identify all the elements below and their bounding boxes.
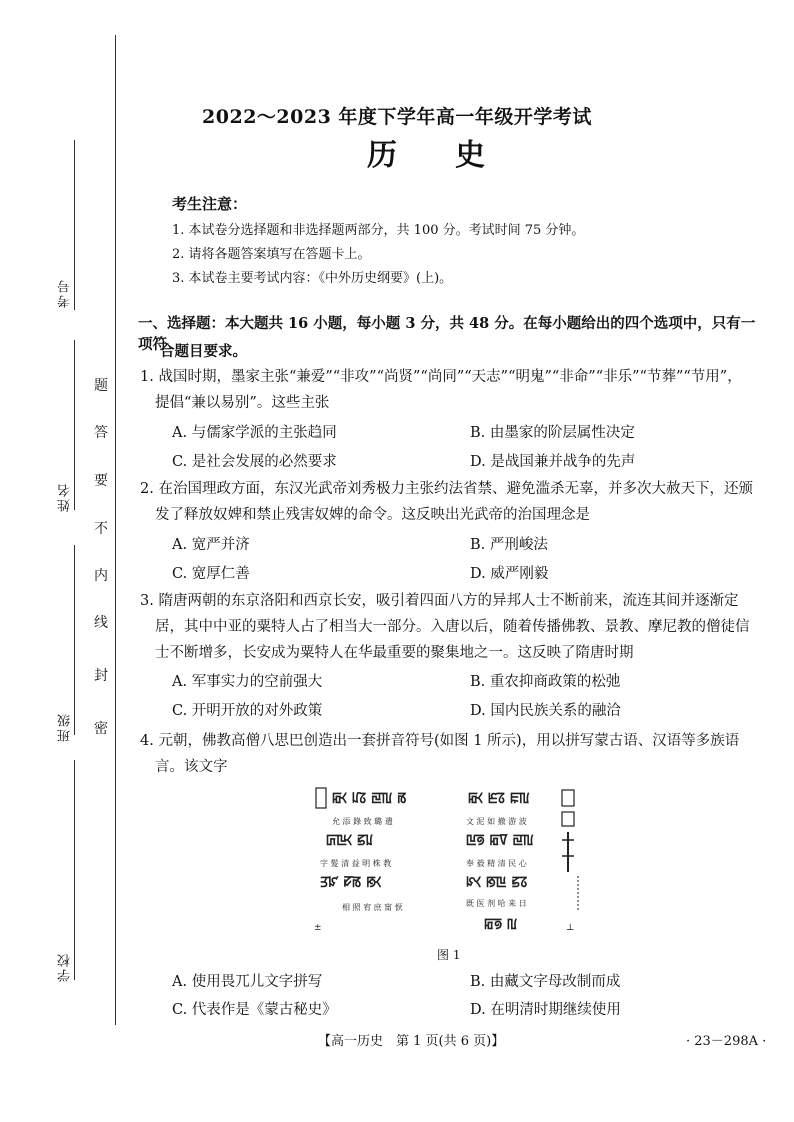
svg-text:既 医 剂 哈 来 日: 既 医 剂 哈 来 日 (466, 899, 527, 908)
section-heading: 一、选择题：本大题共 16 小题，每小题 3 分，共 48 分。在每小题给出的四个选项中，只有一项符 (138, 315, 756, 353)
class-underline (74, 545, 75, 735)
svg-text:奉 毅 精 清 民 心: 奉 毅 精 清 民 心 (466, 859, 527, 868)
notice-item: 2. 请将各题答案填写在答题卡上。 (172, 247, 371, 262)
notice-item: 1. 本试卷分选择题和非选择题两部分，共 100 分。考试时间 75 分钟。 (172, 223, 585, 238)
option-d[interactable]: D. 是战国兼并战争的先声 (470, 454, 636, 470)
question-stem-cont: 居，其中中亚的粟特人占了相当大一部分。入唐以后，随着传播佛教、景教、摩尼教的僧徒信 (155, 619, 750, 635)
option-c[interactable]: C. 宽厚仁善 (172, 566, 250, 582)
option-c[interactable]: C. 开明开放的对外政策 (172, 703, 323, 719)
option-a[interactable]: A. 军事实力的空前强大 (172, 674, 323, 690)
question-stem: 2. 在治国理政方面，东汉光武帝刘秀极力主张约法省禁、避免滥杀无辜，并多次大赦天下，还颁 (140, 481, 753, 497)
option-b[interactable]: B. 重农抑商政策的松弛 (470, 674, 621, 690)
option-b[interactable]: B. 严刑峻法 (470, 537, 548, 553)
seal-char: 封 (94, 668, 108, 684)
seal-char: 答 (94, 425, 108, 441)
subject-title: 历史 (367, 138, 543, 173)
option-a[interactable]: A. 宽严并济 (172, 537, 250, 553)
svg-text:ꡜꡡ ꡐꡖ ꡝꡞ: ꡜꡡ ꡐꡖ ꡝꡞ (466, 874, 528, 890)
option-d[interactable]: D. 在明清时期继续使用 (470, 1002, 621, 1018)
svg-text:ꡖꡟ ꡂꡧ ꡙꡃ: ꡖꡟ ꡂꡧ ꡙꡃ (466, 832, 534, 848)
figure-drawing (300, 780, 590, 940)
question-stem-cont: 言。该文字 (155, 759, 228, 775)
seal-char: 线 (94, 615, 108, 631)
seal-char: 内 (94, 568, 108, 584)
option-a[interactable]: A. 与儒家学派的主张趋同 (172, 425, 337, 441)
svg-text:±: ± (314, 923, 322, 933)
question-stem: 4. 元朝，佛教高僧八思巴创造出一套拼音符号(如图 1 所示)，用以拼写蒙古语、汉语等多族语 (140, 733, 740, 749)
question-stem-cont: 士不断增多，长安成为粟特人在华最重要的聚集地之一。这反映了隋唐时期 (155, 645, 634, 661)
svg-text:⊥: ⊥ (566, 923, 575, 933)
svg-text:文 泥 如 撤 游 波: 文 泥 如 撤 游 波 (466, 817, 527, 826)
seal-char: 题 (94, 378, 108, 394)
section-heading-cont: 合题目要求。 (160, 343, 247, 360)
question-stem-cont: 提倡“兼以易别”。这些主张 (155, 395, 330, 411)
seal-char: 要 (94, 473, 108, 489)
svg-text:相 照 宥 庶 甯 恹: 相 照 宥 庶 甯 恹 (342, 903, 403, 912)
question-stem: 1. 战国时期，墨家主张“兼爱”“非攻”“尚贤”“尚同”“天志”“明鬼”“非命”“非乐”“节葬”“节用”， (140, 369, 742, 385)
svg-text:ꡚꡖꡡ ꡝꡊ: ꡚꡖꡡ ꡝꡊ (326, 832, 374, 848)
svg-text:ꡂꡡ ꡊꡞ ꡙꡃ ꡏ: ꡂꡡ ꡊꡞ ꡙꡃ ꡏ (332, 790, 407, 806)
option-b[interactable]: B. 由墨家的阶层属性决定 (470, 425, 635, 441)
option-d[interactable]: D. 威严刚毅 (470, 566, 549, 582)
school-underline (74, 760, 75, 980)
svg-text:ꡂꡟ ꡃ: ꡂꡟ ꡃ (484, 916, 518, 932)
svg-text:字 髮 清 益 明 株 教: 字 髮 清 益 明 株 教 (320, 859, 392, 868)
svg-text:允 添 錄 致 璐 遺: 允 添 錄 致 璐 遺 (332, 817, 393, 826)
question-stem-cont: 发了释放奴婢和禁止残害奴婢的命令。这反映出光武帝的治国理念是 (155, 507, 590, 523)
option-a[interactable]: A. 使用畏兀儿文字拼写 (172, 974, 323, 990)
option-c[interactable]: C. 代表作是《蒙古秘史》 (172, 1002, 337, 1018)
exam-number-label: 考号 (58, 278, 73, 308)
school-label: 学校 (58, 952, 73, 982)
exam-title: 2022～2023 年度下学年高一年级开学考试 (202, 106, 592, 128)
name-label: 姓名 (58, 482, 73, 512)
figure-caption: 图 1 (437, 948, 461, 962)
phagspa-script-figure (300, 780, 590, 940)
option-b[interactable]: B. 由藏文字母改制而成 (470, 974, 621, 990)
fold-line (115, 35, 116, 1025)
option-d[interactable]: D. 国内民族关系的融洽 (470, 703, 621, 719)
svg-text:ꡂꡡ ꡈꡞ ꡀꡃ: ꡂꡡ ꡈꡞ ꡀꡃ (468, 790, 530, 806)
notice-heading: 考生注意： (172, 195, 248, 213)
question-stem: 3. 隋唐两朝的东京洛阳和西京长安，吸引着四面八方的异邦人士不断前来，流连其间并逐渐定 (140, 593, 739, 609)
paper-code: · 23－298A · (686, 1034, 767, 1049)
class-label: 班级 (58, 712, 73, 742)
option-c[interactable]: C. 是社会发展的必然要求 (172, 454, 337, 470)
page-footer: 【高一历史 第 1 页(共 6 页)】 (318, 1034, 505, 1049)
seal-char: 密 (94, 721, 108, 737)
notice-item: 3. 本试卷主要考试内容：《中外历史纲要》(上)。 (172, 271, 453, 286)
svg-text:ꡗꡜ ꡛꡏ ꡐꡡ: ꡗꡜ ꡛꡏ ꡐꡡ (320, 874, 382, 890)
seal-char: 不 (94, 521, 108, 537)
